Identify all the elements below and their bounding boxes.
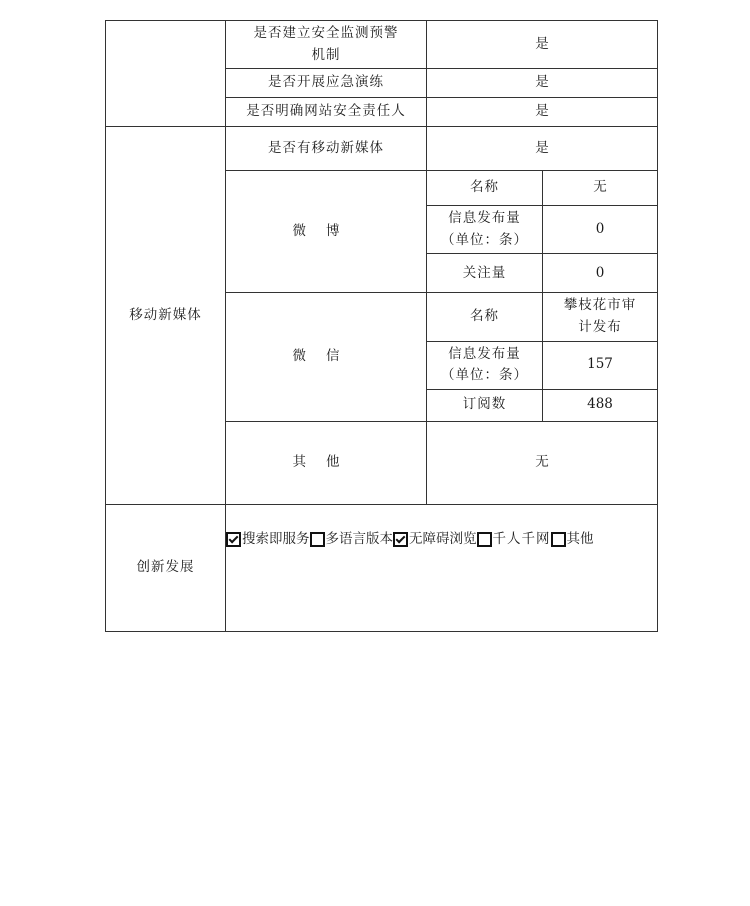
weibo-follow-label: 关注量 xyxy=(427,254,543,293)
innovation-option-search xyxy=(226,529,310,551)
innovation-options xyxy=(226,504,658,631)
wechat-subscribe-value: 488 xyxy=(543,389,658,421)
innovation-option-label: 多语言版本 xyxy=(325,530,393,547)
table-row xyxy=(106,21,658,69)
weibo-name-value: 无 xyxy=(543,171,658,206)
checkbox-icon xyxy=(310,532,325,547)
wechat-name-value-line2: 计发布 xyxy=(578,318,622,335)
table-row xyxy=(106,127,658,171)
innovation-option-label: 无障碍浏览 xyxy=(409,530,477,547)
wechat-publish-value: 157 xyxy=(543,341,658,389)
weibo-name-label: 名称 xyxy=(427,171,543,206)
monitoring-warning-label xyxy=(226,21,427,69)
weibo-publish-label-line1: 信息发布量 xyxy=(448,210,521,227)
weibo-label: 微博 xyxy=(226,171,427,293)
checkbox-icon xyxy=(551,532,566,547)
wechat-publish-label xyxy=(427,341,543,389)
emergency-drill-value: 是 xyxy=(427,69,658,98)
checkbox-icon xyxy=(226,532,241,547)
innovation-option-personalized xyxy=(477,529,551,551)
weibo-publish-value: 0 xyxy=(543,206,658,254)
checkbox-icon xyxy=(477,532,492,547)
wechat-name-label: 名称 xyxy=(427,293,543,341)
innovation-option-label: 千人千网 xyxy=(492,530,551,547)
monitoring-warning-label-line1: 是否建立安全监测预警 xyxy=(253,25,399,41)
wechat-subscribe-label: 订阅数 xyxy=(427,389,543,421)
has-mobile-media-label: 是否有移动新媒体 xyxy=(226,127,427,171)
innovation-option-other xyxy=(551,529,594,551)
wechat-label: 微信 xyxy=(226,293,427,421)
innovation-option-multilingual xyxy=(310,529,394,551)
has-mobile-media-value: 是 xyxy=(427,127,658,171)
security-officer-value: 是 xyxy=(427,98,658,127)
checkbox-icon xyxy=(393,532,408,547)
table-row xyxy=(106,504,658,631)
weibo-publish-label-line2: （单位：条） xyxy=(441,231,528,248)
weibo-publish-label xyxy=(427,206,543,254)
weibo-follow-value: 0 xyxy=(543,254,658,293)
other-media-value: 无 xyxy=(427,421,658,504)
wechat-publish-label-line1: 信息发布量 xyxy=(448,345,521,362)
wechat-name-value-line1: 攀枝花市审 xyxy=(563,297,637,314)
report-table xyxy=(105,20,658,632)
security-section-label-cell xyxy=(106,21,226,127)
innovation-option-label: 其他 xyxy=(566,530,594,547)
innovation-option-accessibility xyxy=(393,529,477,551)
emergency-drill-label: 是否开展应急演练 xyxy=(226,69,427,98)
wechat-name-value xyxy=(543,293,658,341)
security-officer-label: 是否明确网站安全责任人 xyxy=(226,98,427,127)
innovation-option-label: 搜索即服务 xyxy=(242,530,310,547)
monitoring-warning-value: 是 xyxy=(427,21,658,69)
wechat-publish-label-line2: （单位：条） xyxy=(441,367,528,384)
monitoring-warning-label-line2: 机制 xyxy=(311,46,341,63)
mobile-media-section-label: 移动新媒体 xyxy=(106,127,226,505)
innovation-section-label: 创新发展 xyxy=(106,504,226,631)
other-media-label: 其他 xyxy=(226,421,427,504)
